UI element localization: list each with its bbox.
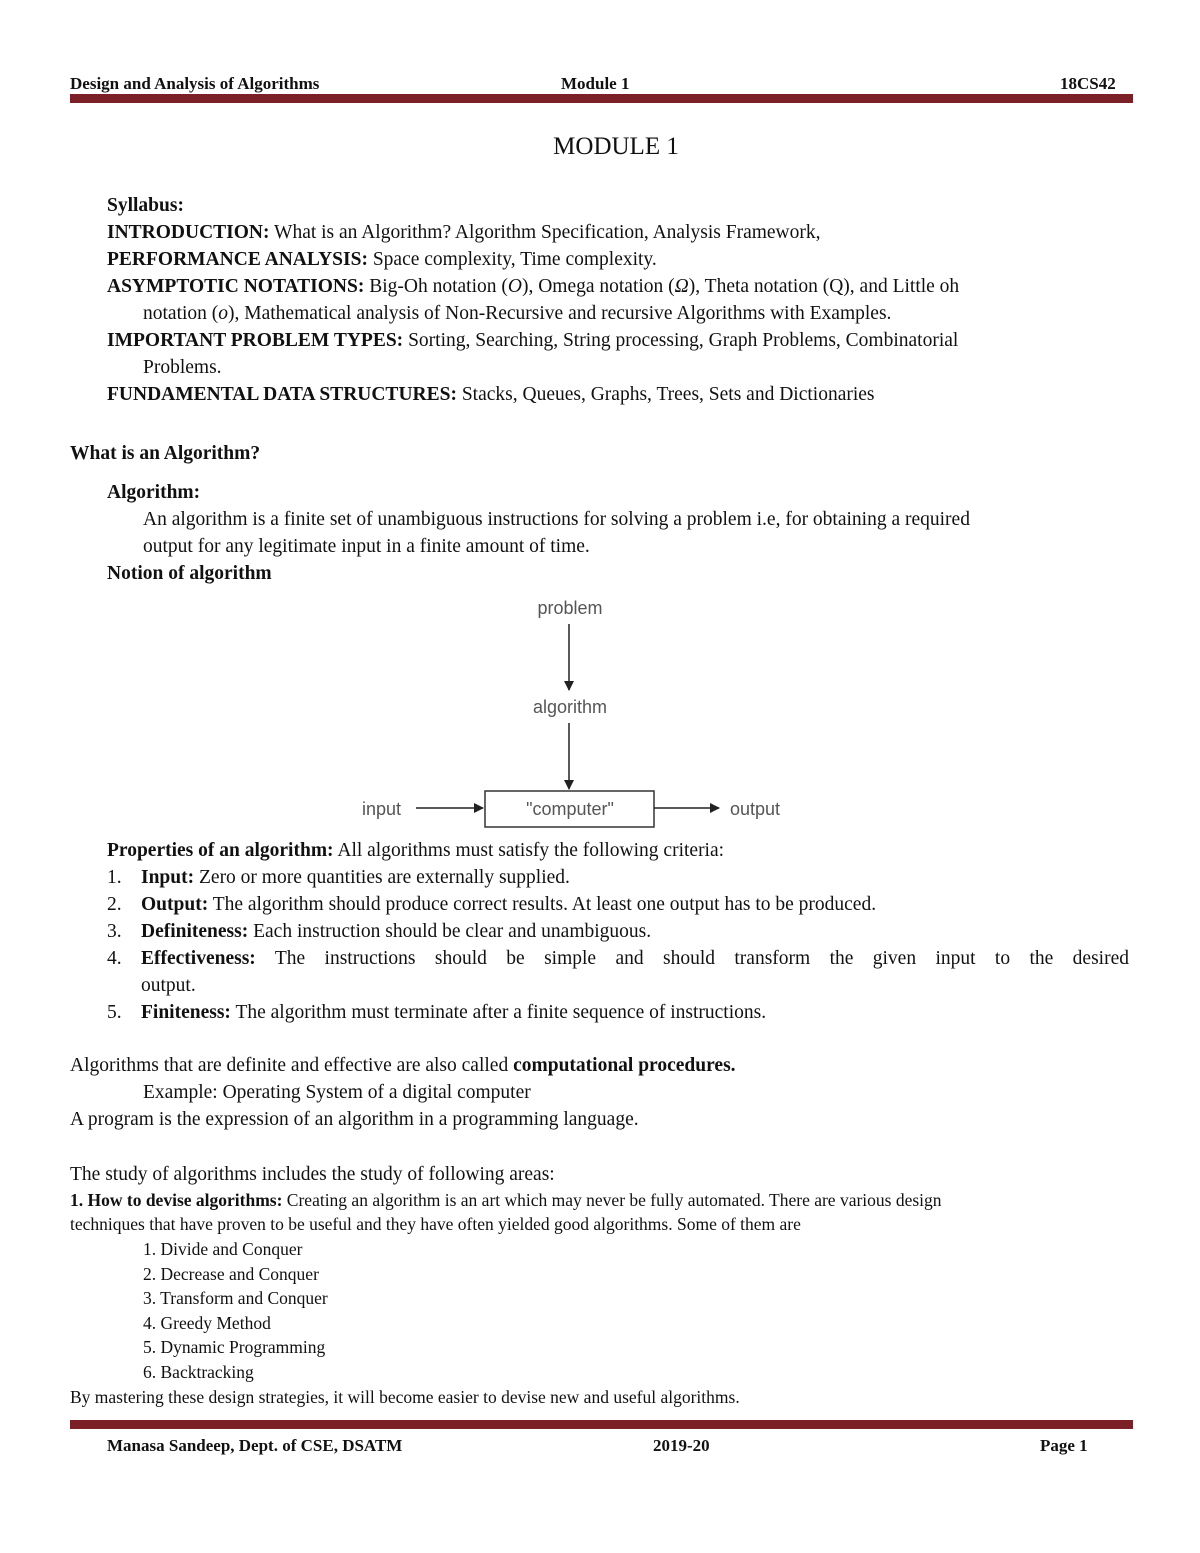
syllabus-asymptotic-cont: notation (o), Mathematical analysis of Non-Recursive and recursive Algorithms with Examples. xyxy=(143,303,892,324)
footer-author: Manasa Sandeep, Dept. of CSE, DSATM xyxy=(107,1436,403,1455)
syllabus-problem-types-cont: Problems. xyxy=(143,357,222,378)
syllabus-asymptotic: ASYMPTOTIC NOTATIONS: Big-Oh notation (O), Omega notation (Ω), Theta notation (Q), and Little oh xyxy=(107,276,960,297)
diagram-label-problem: problem xyxy=(537,598,603,618)
notion-of-algorithm-diagram xyxy=(350,590,810,840)
property-num-4: 4. xyxy=(107,948,122,969)
computational-example: Example: Operating System of a digital computer xyxy=(143,1082,531,1103)
property-num-2: 2. xyxy=(107,894,122,915)
diagram-label-algorithm: algorithm xyxy=(532,697,608,717)
algorithm-definition-line1: An algorithm is a finite set of unambiguous instructions for solving a problem i.e, for obtaining a required xyxy=(143,509,970,530)
study-devise-line2: techniques that have proven to be useful and they have often yielded good algorithms. Some of them are xyxy=(70,1214,801,1234)
study-devise-line1: 1. How to devise algorithms: Creating an algorithm is an art which may never be fully automated. There are various design xyxy=(70,1190,942,1210)
footer-year: 2019-20 xyxy=(653,1436,710,1455)
diagram-label-output: output xyxy=(730,799,781,819)
header-rule xyxy=(70,94,1133,103)
technique-item: 6. Backtracking xyxy=(143,1362,254,1382)
technique-item: 2. Decrease and Conquer xyxy=(143,1264,319,1284)
diagram-label-input: input xyxy=(362,799,402,819)
algorithm-label: Algorithm: xyxy=(107,482,201,503)
study-intro: The study of algorithms includes the study of following areas: xyxy=(70,1164,555,1185)
technique-item: 1. Divide and Conquer xyxy=(143,1239,303,1259)
algorithm-definition-line2: output for any legitimate input in a finite amount of time. xyxy=(143,536,590,557)
notion-heading: Notion of algorithm xyxy=(107,563,272,584)
property-num-5: 5. xyxy=(107,1002,122,1023)
technique-item: 3. Transform and Conquer xyxy=(143,1288,328,1308)
section-heading-what-is-algorithm: What is an Algorithm? xyxy=(70,443,261,464)
study-closing: By mastering these design strategies, it will become easier to devise new and useful algorithms. xyxy=(70,1387,740,1407)
technique-item: 5. Dynamic Programming xyxy=(143,1337,326,1357)
property-num-3: 3. xyxy=(107,921,122,942)
syllabus-intro: INTRODUCTION: What is an Algorithm? Algorithm Specification, Analysis Framework, xyxy=(107,222,821,243)
property-definiteness: Definiteness: Each instruction should be clear and unambiguous. xyxy=(141,921,652,942)
property-num-1: 1. xyxy=(107,867,122,888)
property-input: Input: Zero or more quantities are externally supplied. xyxy=(141,867,570,888)
property-output: Output: The algorithm should produce correct results. At least one output has to be produced. xyxy=(141,894,877,915)
technique-item: 4. Greedy Method xyxy=(143,1313,271,1333)
header-course-code: 18CS42 xyxy=(1060,74,1116,93)
property-effectiveness: Effectiveness: The instructions should be simple and should transform the given input to the desired xyxy=(141,948,1129,969)
diagram-label-computer: "computer" xyxy=(526,799,614,819)
footer-rule xyxy=(70,1420,1133,1429)
program-definition: A program is the expression of an algorithm in a programming language. xyxy=(70,1109,639,1130)
computational-procedures-line: Algorithms that are definite and effective are also called computational procedures. xyxy=(70,1055,736,1076)
properties-heading: Properties of an algorithm: All algorithms must satisfy the following criteria: xyxy=(107,840,725,861)
syllabus-data-structures: FUNDAMENTAL DATA STRUCTURES: Stacks, Queues, Graphs, Trees, Sets and Dictionaries xyxy=(107,384,875,405)
page-title: MODULE 1 xyxy=(553,133,679,160)
header-module: Module 1 xyxy=(561,74,630,93)
header-title: Design and Analysis of Algorithms xyxy=(70,74,320,93)
property-finiteness: Finiteness: The algorithm must terminate after a finite sequence of instructions. xyxy=(141,1002,767,1023)
property-effectiveness-cont: output. xyxy=(141,975,196,996)
syllabus-problem-types: IMPORTANT PROBLEM TYPES: Sorting, Searching, String processing, Graph Problems, Combinatorial xyxy=(107,330,959,351)
syllabus-performance: PERFORMANCE ANALYSIS: Space complexity, Time complexity. xyxy=(107,249,657,270)
syllabus-heading: Syllabus: xyxy=(107,195,184,216)
footer-page-number: Page 1 xyxy=(1040,1436,1088,1455)
